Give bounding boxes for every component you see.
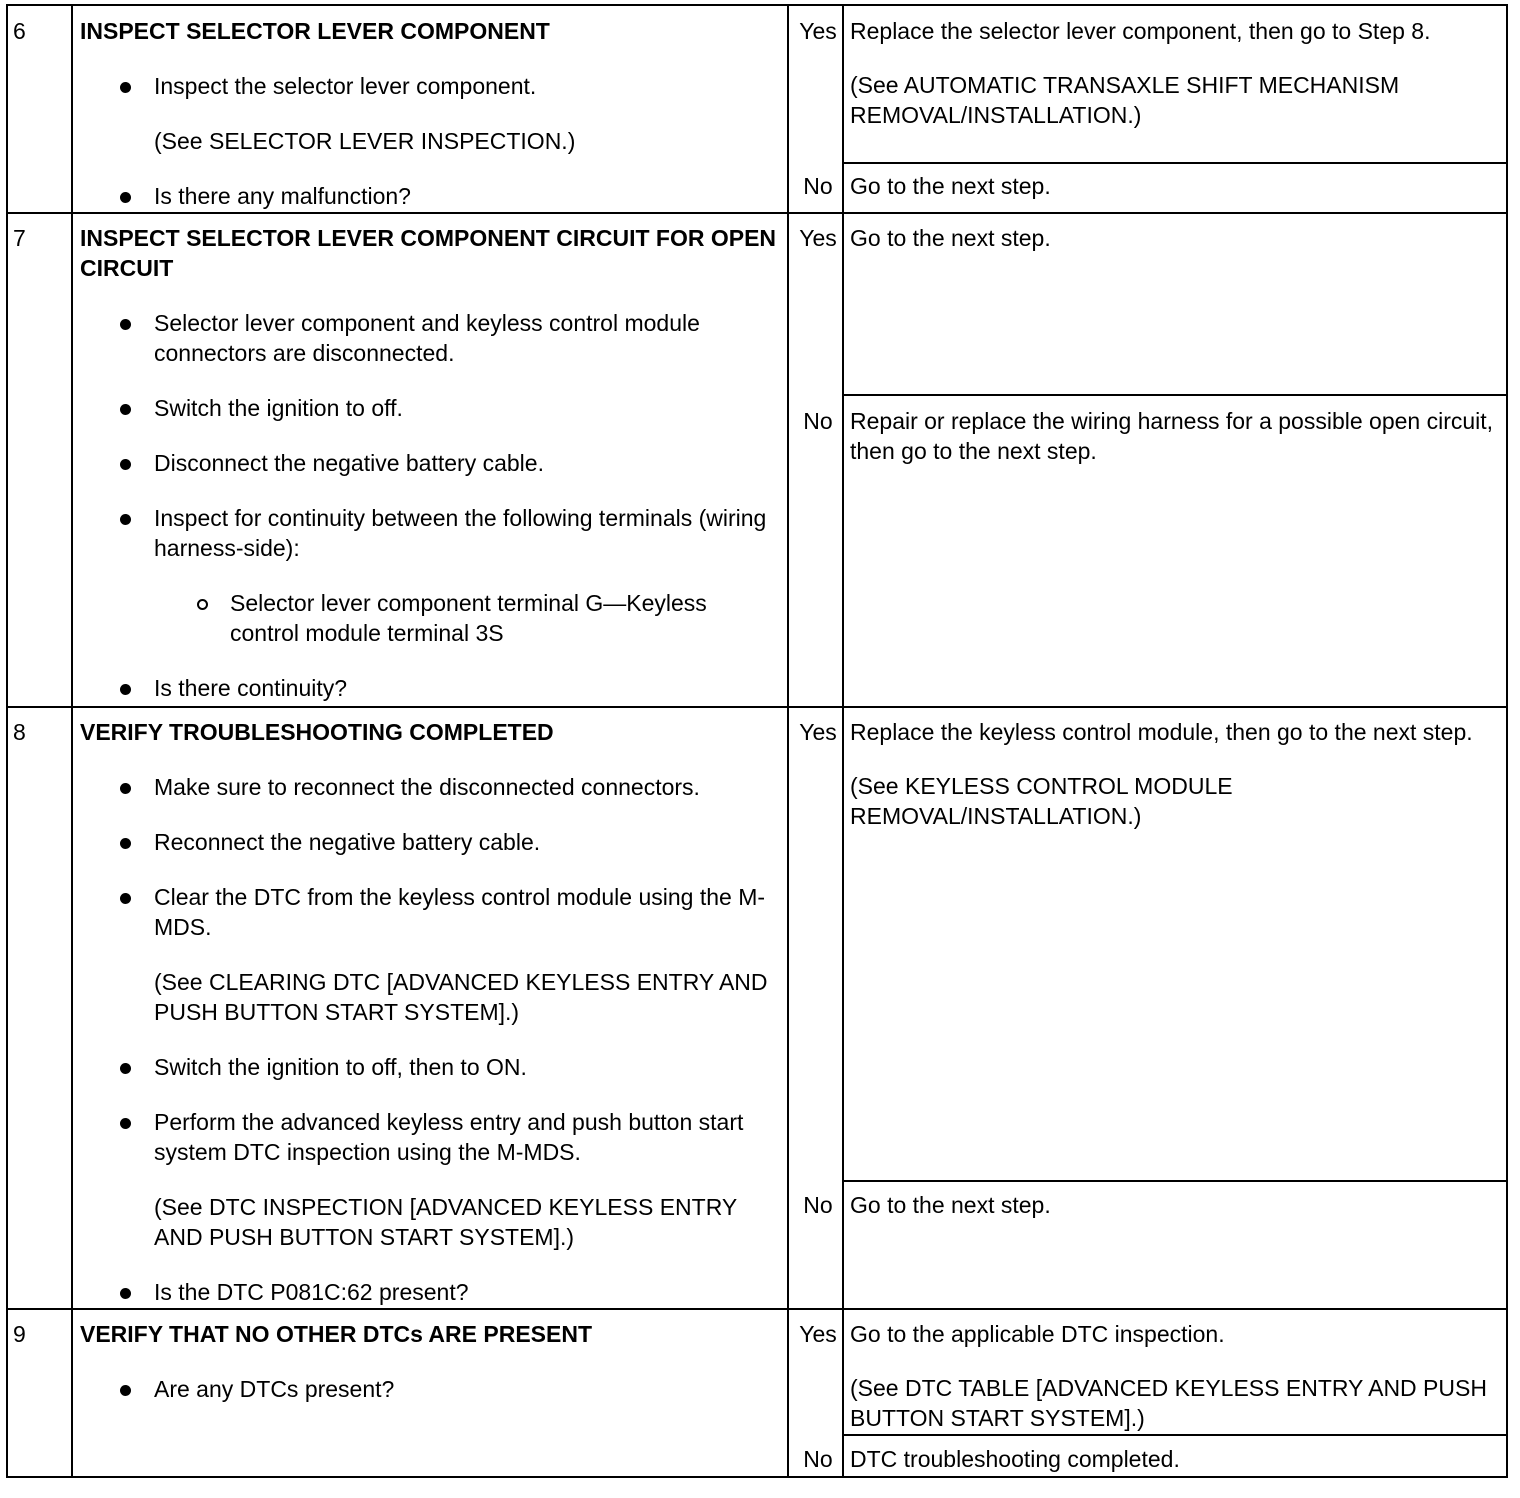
step-heading: VERIFY THAT NO OTHER DTCs ARE PRESENT [80, 1321, 593, 1347]
list-item [80, 1277, 780, 1307]
result-text: DTC troubleshooting completed. [850, 1446, 1180, 1472]
step-content [80, 717, 780, 1307]
bullet-icon [120, 893, 131, 904]
bullet-icon [120, 1063, 131, 1074]
step-number: 9 [13, 1321, 26, 1347]
bullet-icon [120, 684, 131, 695]
table-row-step-8 [8, 707, 1506, 1309]
list-item [80, 1374, 780, 1404]
step-number: 8 [13, 719, 26, 745]
step-text: Reconnect the negative battery cable. [154, 829, 541, 855]
bullet-icon [120, 1288, 131, 1299]
list-item [80, 1052, 780, 1082]
result-text: Go to the next step. [850, 225, 1051, 251]
yes-label: Yes [799, 719, 837, 745]
yes-label: Yes [799, 1321, 837, 1347]
step-text: Inspect the selector lever component. [154, 73, 537, 99]
step-text: Are any DTCs present? [154, 1376, 395, 1402]
bullet-icon [120, 1385, 131, 1396]
step-content [80, 16, 780, 211]
step-text: Make sure to reconnect the disconnected connectors. [154, 774, 700, 800]
list-item [80, 503, 780, 563]
list-item [80, 448, 780, 478]
result-text: Go to the applicable DTC inspection. [850, 1321, 1225, 1347]
yes-result [850, 717, 1500, 855]
list-item [80, 1107, 780, 1167]
circle-bullet-icon [197, 599, 208, 610]
yes-result [850, 223, 1500, 277]
step-text: Is the DTC P081C:62 present? [154, 1279, 469, 1305]
reference-note: (See CLEARING DTC [ADVANCED KEYLESS ENTRY AND PUSH BUTTON START SYSTEM].) [154, 969, 768, 1025]
step-content [80, 223, 780, 703]
table-row-step-6 [8, 6, 1506, 212]
bullet-icon [120, 514, 131, 525]
troubleshooting-table [6, 4, 1508, 1478]
step-text: Switch the ignition to off, then to ON. [154, 1054, 527, 1080]
step-text: Inspect for continuity between the following terminals (wiring harness-side): [154, 505, 767, 561]
step-text: Perform the advanced keyless entry and push button start system DTC inspection using the M-MDS. [154, 1109, 744, 1165]
step-text: Disconnect the negative battery cable. [154, 450, 544, 476]
step-text: Switch the ignition to off. [154, 395, 403, 421]
step-heading: INSPECT SELECTOR LEVER COMPONENT [80, 18, 550, 44]
step-text: Selector lever component terminal G—Keyless control module terminal 3S [230, 590, 707, 646]
no-label: No [803, 1446, 833, 1472]
step-content [80, 1319, 780, 1404]
bullet-icon [120, 404, 131, 415]
list-item [80, 673, 780, 703]
bullet-icon [120, 1118, 131, 1129]
no-result [850, 406, 1500, 490]
reference-note: (See SELECTOR LEVER INSPECTION.) [154, 128, 576, 154]
step-text: Selector lever component and keyless control module connectors are disconnected. [154, 310, 700, 366]
list-item [80, 827, 780, 857]
no-label: No [803, 173, 833, 199]
bullet-icon [120, 82, 131, 93]
no-result [850, 1190, 1500, 1244]
bullet-icon [120, 459, 131, 470]
list-item [80, 181, 780, 211]
reference-note: (See DTC TABLE [ADVANCED KEYLESS ENTRY AND PUSH BUTTON START SYSTEM].) [850, 1375, 1487, 1431]
result-text: Go to the next step. [850, 173, 1051, 199]
yes-result [850, 16, 1500, 154]
yes-result [850, 1319, 1500, 1457]
bullet-icon [120, 838, 131, 849]
step-heading: VERIFY TROUBLESHOOTING COMPLETED [80, 719, 554, 745]
step-text: Is there any malfunction? [154, 183, 411, 209]
list-item [80, 393, 780, 423]
bullet-icon [120, 192, 131, 203]
no-label: No [803, 1192, 833, 1218]
list-item [80, 308, 780, 368]
table-row-step-9 [8, 1309, 1506, 1477]
step-text: Is there continuity? [154, 675, 348, 701]
step-number: 6 [13, 18, 26, 44]
sub-list-item [80, 588, 780, 648]
list-item [80, 772, 780, 802]
step-number: 7 [13, 225, 26, 251]
table-row-step-7 [8, 213, 1506, 707]
result-text: Repair or replace the wiring harness for a possible open circuit, then go to the next step. [850, 408, 1494, 464]
result-text: Replace the selector lever component, then go to Step 8. [850, 18, 1431, 44]
result-text: Replace the keyless control module, then go to the next step. [850, 719, 1473, 745]
step-heading: INSPECT SELECTOR LEVER COMPONENT CIRCUIT FOR OPEN CIRCUIT [80, 225, 777, 281]
list-item [80, 882, 780, 942]
no-label: No [803, 408, 833, 434]
yes-label: Yes [799, 225, 837, 251]
step-text: Clear the DTC from the keyless control module using the M-MDS. [154, 884, 766, 940]
yes-label: Yes [799, 18, 837, 44]
list-item [80, 71, 780, 101]
no-result [850, 1444, 1500, 1498]
reference-note: (See AUTOMATIC TRANSAXLE SHIFT MECHANISM REMOVAL/INSTALLATION.) [850, 72, 1400, 128]
bullet-icon [120, 783, 131, 794]
reference-note: (See DTC INSPECTION [ADVANCED KEYLESS ENTRY AND PUSH BUTTON START SYSTEM].) [154, 1194, 737, 1250]
result-text: Go to the next step. [850, 1192, 1051, 1218]
reference-note: (See KEYLESS CONTROL MODULE REMOVAL/INSTALLATION.) [850, 773, 1233, 829]
bullet-icon [120, 319, 131, 330]
